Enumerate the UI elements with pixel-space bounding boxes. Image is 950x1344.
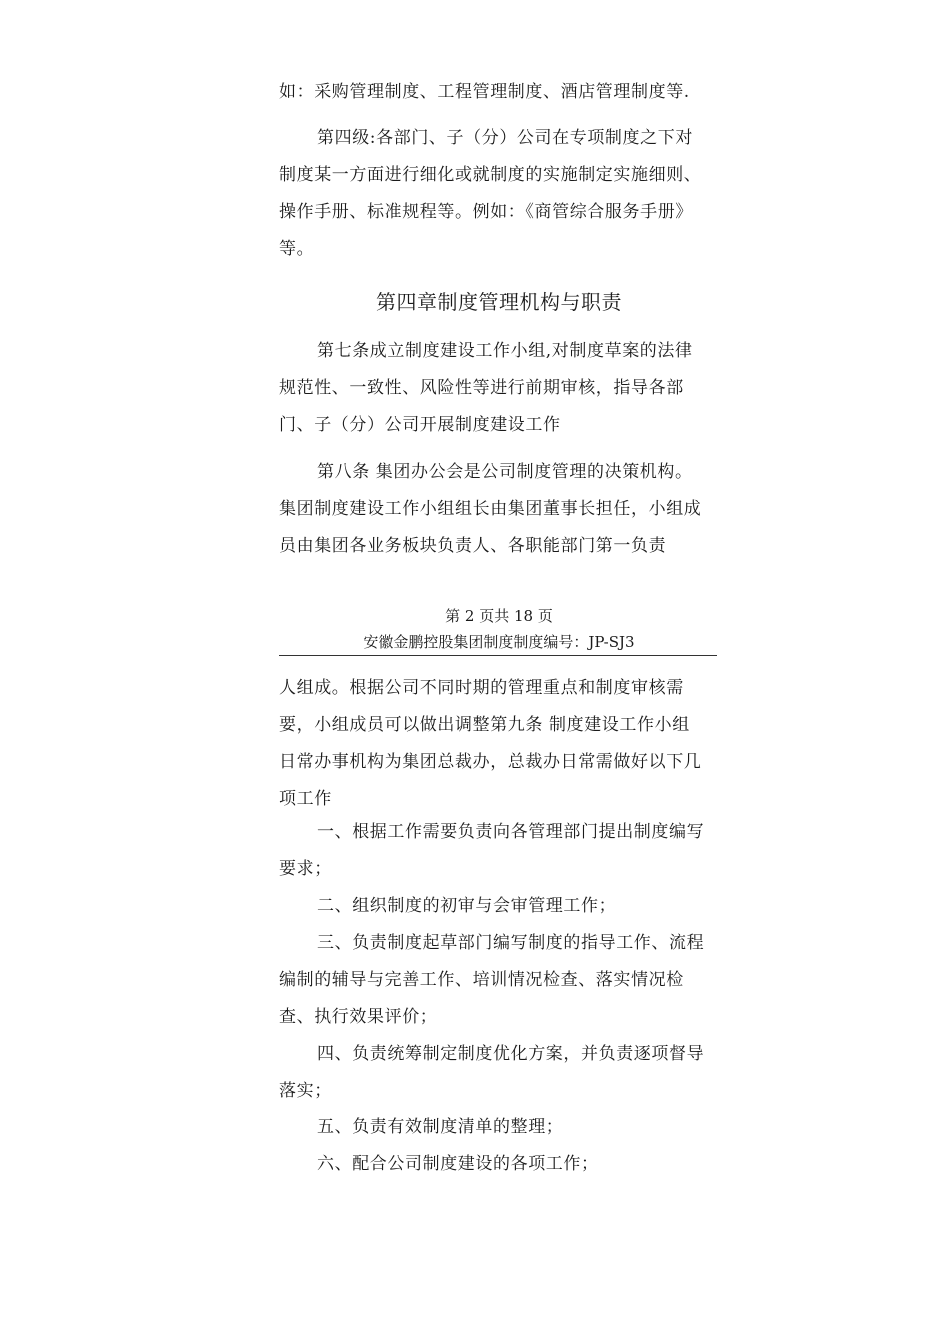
text-line: 第七条成立制度建设工作小组,对制度草案的法律 bbox=[317, 341, 693, 361]
text-line: 项工作 bbox=[279, 789, 332, 809]
text-line: 要求； bbox=[279, 859, 332, 879]
text-line: 落实； bbox=[279, 1081, 332, 1101]
duty-item-3 bbox=[279, 925, 719, 1036]
text-line: 查、执行效果评价； bbox=[279, 1007, 438, 1027]
paragraph-level3-tail bbox=[279, 74, 719, 111]
page-number: 第 2 页共 18 页 bbox=[445, 607, 553, 625]
article-8-continuation bbox=[279, 670, 719, 818]
text-line: 操作手册、标准规程等。例如：《商管综合服务手册》 bbox=[279, 202, 693, 222]
duty-item-1 bbox=[279, 814, 719, 888]
text-line: 编制的辅导与完善工作、培训情况检查、落实情况检 bbox=[279, 970, 684, 990]
duty-item-2 bbox=[279, 888, 719, 925]
text-line: 第八条 集团办公会是公司制度管理的决策机构。 bbox=[317, 462, 693, 482]
text-line: 三、负责制度起草部门编写制度的指导工作、流程 bbox=[317, 933, 705, 953]
text-line: 门、子（分）公司开展制度建设工作 bbox=[279, 415, 561, 435]
text-line: 规范性、一致性、风险性等进行前期审核，指导各部 bbox=[279, 378, 684, 398]
article-7 bbox=[279, 333, 719, 444]
duty-item-4 bbox=[279, 1036, 719, 1110]
text-line: 员由集团各业务板块负责人、各职能部门第一负责 bbox=[279, 536, 667, 556]
text-line: 六、配合公司制度建设的各项工作； bbox=[317, 1154, 599, 1174]
text-line: 人组成。根据公司不同时期的管理重点和制度审核需 bbox=[279, 678, 684, 698]
text-line: 日常办事机构为集团总裁办，总裁办日常需做好以下几 bbox=[279, 752, 702, 772]
paragraph-level4 bbox=[279, 120, 719, 268]
page-break-footer bbox=[279, 603, 719, 656]
text-line: 等。 bbox=[279, 239, 315, 259]
duty-item-5 bbox=[279, 1109, 719, 1146]
text-line: 一、根据工作需要负责向各管理部门提出制度编写 bbox=[317, 822, 705, 842]
text-line: 第四级:各部门、子（分）公司在专项制度之下对 bbox=[317, 128, 693, 148]
duty-item-6 bbox=[279, 1146, 719, 1183]
header-rule bbox=[279, 655, 717, 656]
chapter-title: 第四章制度管理机构与职责 bbox=[376, 290, 622, 314]
text-line: 四、负责统筹制定制度优化方案，并负责逐项督导 bbox=[317, 1044, 705, 1064]
text-line: 制度某一方面进行细化或就制度的实施制定实施细则、 bbox=[279, 165, 702, 185]
text-line: 如：采购管理制度、工程管理制度、酒店管理制度等. bbox=[279, 82, 690, 102]
text-line: 五、负责有效制度清单的整理； bbox=[317, 1117, 564, 1137]
document-id: 安徽金鹏控股集团制度制度编号：JP-SJ3 bbox=[363, 633, 635, 651]
text-line: 要，小组成员可以做出调整第九条 制度建设工作小组 bbox=[279, 715, 690, 735]
text-line: 集团制度建设工作小组组长由集团董事长担任，小组成 bbox=[279, 499, 702, 519]
article-8 bbox=[279, 454, 719, 565]
text-line: 二、组织制度的初审与会审管理工作； bbox=[317, 896, 617, 916]
